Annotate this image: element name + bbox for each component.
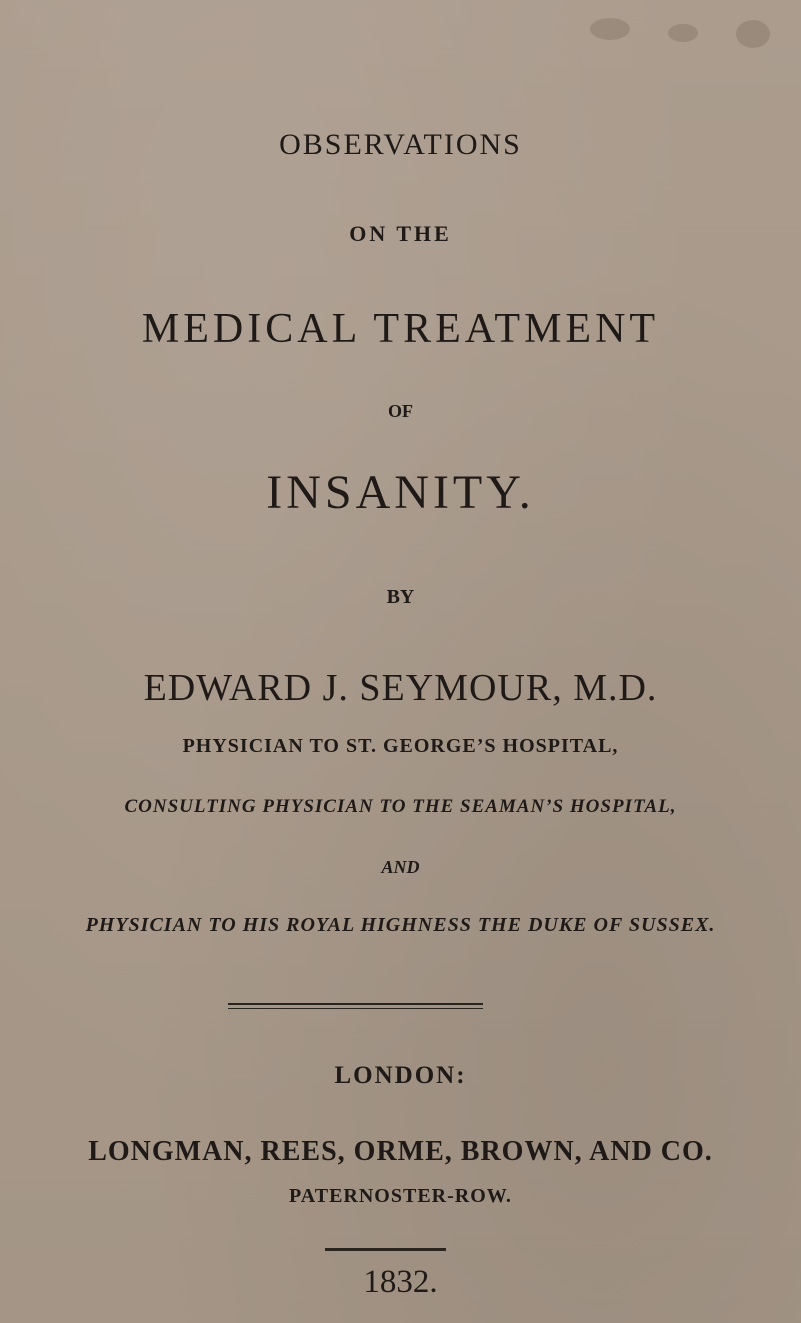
main-title-medical-treatment: MEDICAL TREATMENT bbox=[141, 306, 660, 352]
double-rule-divider bbox=[228, 1003, 483, 1009]
paper-stain bbox=[668, 24, 698, 42]
main-title-insanity: INSANITY. bbox=[266, 466, 535, 519]
imprint-street: PATERNOSTER-ROW. bbox=[289, 1185, 512, 1207]
imprint-publisher: LONGMAN, REES, ORME, BROWN, AND CO. bbox=[88, 1136, 713, 1167]
paper-stain bbox=[590, 18, 630, 40]
author-name: EDWARD J. SEYMOUR, M.D. bbox=[143, 667, 658, 709]
imprint-year: 1832. bbox=[363, 1264, 438, 1300]
author-credential-2: CONSULTING PHYSICIAN TO THE SEAMAN’S HOSPITAL, bbox=[124, 796, 677, 817]
author-credential-1: PHYSICIAN TO ST. GEORGE’S HOSPITAL, bbox=[182, 735, 619, 757]
heading-of: OF bbox=[388, 401, 413, 421]
heading-on-the: ON THE bbox=[349, 221, 452, 246]
author-credential-and: AND bbox=[381, 857, 420, 877]
author-credential-3: PHYSICIAN TO HIS ROYAL HIGHNESS THE DUKE OF SUSSEX. bbox=[85, 914, 716, 936]
imprint-place: LONDON: bbox=[334, 1062, 467, 1089]
short-rule-divider bbox=[325, 1248, 446, 1251]
paper-stain bbox=[736, 20, 770, 48]
heading-observations: OBSERVATIONS bbox=[279, 128, 522, 161]
heading-by: BY bbox=[386, 586, 415, 608]
